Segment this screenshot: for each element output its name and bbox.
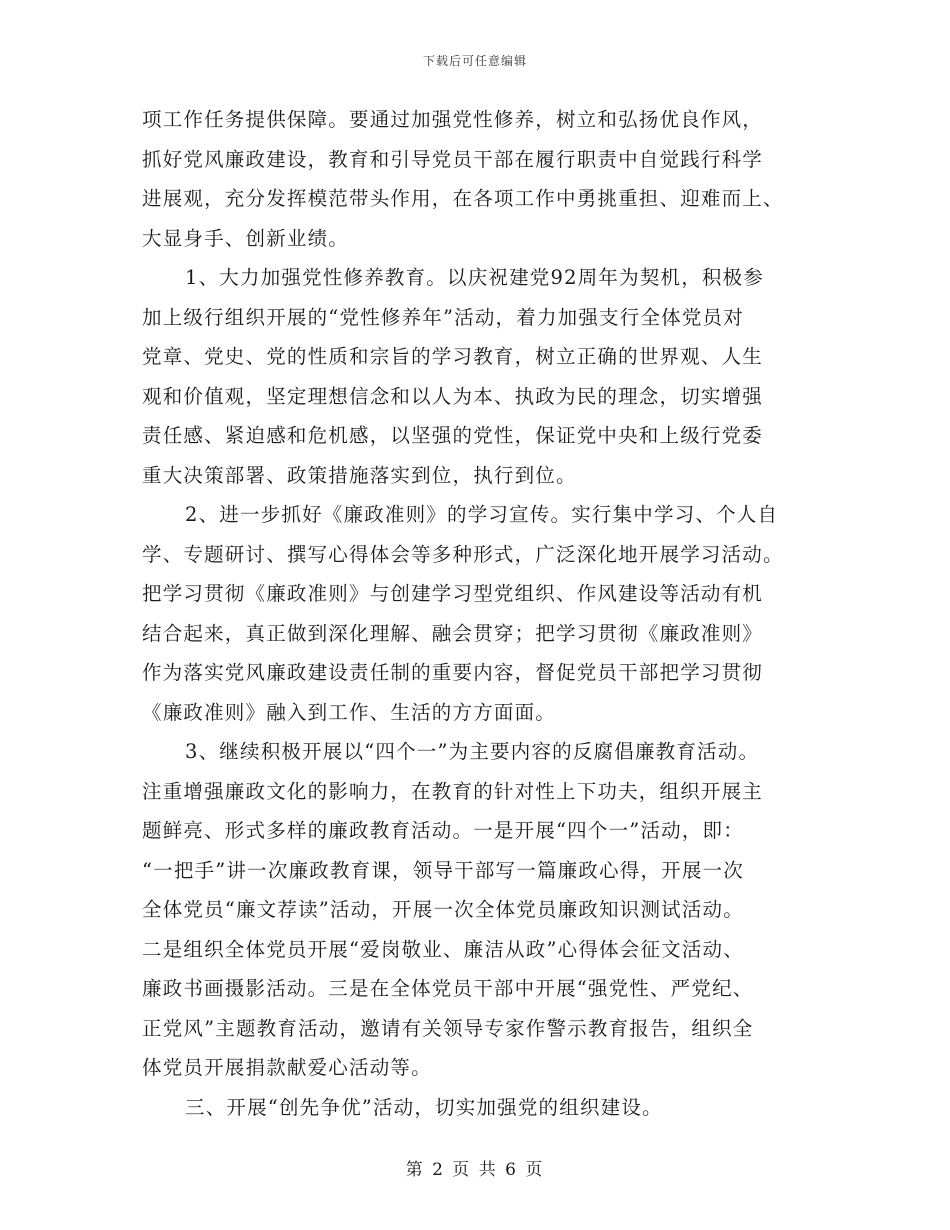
body-line: 廉政书画摄影活动。三是在全体党员干部中开展“强党性、严党纪、 bbox=[142, 977, 754, 1000]
body-line: 《廉政准则》融入到工作、生活的方方面面。 bbox=[142, 700, 557, 724]
body-line: 项工作任务提供保障。要通过加强党性修养，树立和弘扬优良作风， bbox=[142, 108, 764, 131]
body-line: 大显身手、创新业绩。 bbox=[142, 226, 350, 250]
paragraph-3-start: 3、继续积极开展以“四个一”为主要内容的反腐倡廉教育活动。 bbox=[185, 740, 760, 763]
body-line: 学、专题研讨、撰写心得体会等多种形式，广泛深化地开展学习活动。 bbox=[142, 542, 784, 566]
body-line: 抓好党风廉政建设，教育和引导党员干部在履行职责中自觉践行科学 bbox=[142, 147, 764, 171]
body-line: 题鲜亮、形式多样的廉政教育活动。一是开展“四个一”活动，即： bbox=[142, 819, 744, 842]
body-line: 体党员开展捐款献爱心活动等。 bbox=[142, 1056, 432, 1079]
body-line: 观和价值观，坚定理想信念和以人为本、执政为民的理念，切实增强 bbox=[142, 384, 764, 408]
body-line: 全体党员“廉文荐读”活动，开展一次全体党员廉政知识测试活动。 bbox=[142, 898, 744, 921]
body-line: 加上级行组织开展的“党性修养年”活动，着力加强支行全体党员对 bbox=[142, 305, 744, 329]
page-header: 下载后可任意编辑 bbox=[422, 54, 527, 68]
body-line: 重大决策部署、政策措施落实到位，执行到位。 bbox=[142, 463, 577, 487]
body-line: 结合起来，真正做到深化理解、融会贯穿；把学习贯彻《廉政准则》 bbox=[142, 621, 764, 645]
body-line: 党章、党史、党的性质和宗旨的学习教育，树立正确的世界观、人生 bbox=[142, 345, 764, 368]
body-text bbox=[142, 100, 810, 1127]
body-line: 作为落实党风廉政建设责任制的重要内容，督促党员干部把学习贯彻 bbox=[142, 661, 764, 684]
body-line: 二是组织全体党员开展“爱岗敬业、廉洁从政”心得体会征文活动、 bbox=[142, 937, 744, 961]
section-heading: 三、开展“创先争优”活动，切实加强党的组织建设。 bbox=[185, 1095, 663, 1119]
body-line: “一把手”讲一次廉政教育课，领导干部写一篇廉政心得，开展一次 bbox=[142, 858, 744, 882]
paragraph-1-start: 1、大力加强党性修养教育。以庆祝建党92周年为契机，积极参 bbox=[185, 266, 765, 289]
page-number: 第 2 页 共 6 页 bbox=[405, 1160, 545, 1180]
body-line: 把学习贯彻《廉政准则》与创建学习型党组织、作风建设等活动有机 bbox=[142, 582, 764, 605]
body-line: 正党风”主题教育活动，邀请有关领导专家作警示教育报告，组织全 bbox=[142, 1016, 754, 1040]
body-line: 注重增强廉政文化的影响力，在教育的针对性上下功夫，组织开展主 bbox=[142, 779, 764, 803]
paragraph-2-start: 2、进一步抓好《廉政准则》的学习宣传。实行集中学习、个人自 bbox=[185, 503, 779, 526]
body-line: 进展观，充分发挥模范带头作用，在各项工作中勇挑重担、迎难而上、 bbox=[142, 187, 784, 210]
body-line: 责任感、紧迫感和危机感，以坚强的党性，保证党中央和上级行党委 bbox=[142, 424, 764, 447]
